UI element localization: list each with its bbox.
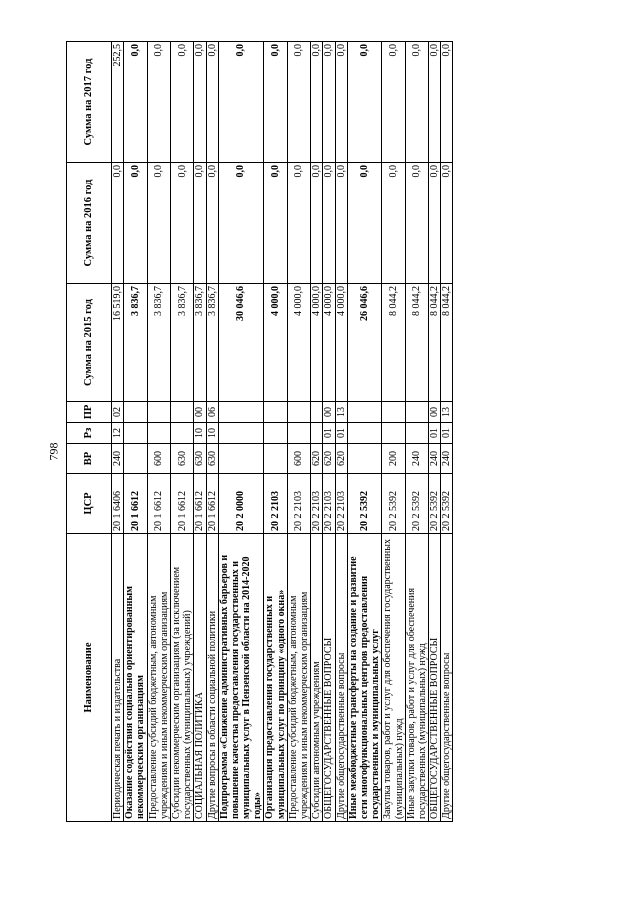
cell-y2015: 4 000,0 (287, 284, 310, 402)
cell-csr: 20 2 0000 (218, 474, 264, 534)
cell-name: Организация предоставления государственных и муниципальных услуг по принципу «одного окна» (264, 534, 287, 822)
cell-vr: 630 (170, 444, 193, 474)
cell-y2016: 0,0 (382, 163, 405, 284)
cell-y2017: 0,0 (218, 42, 264, 163)
cell-pr: 13 (441, 402, 453, 423)
cell-y2017: 252,5 (112, 42, 124, 163)
header-pr: ПР (67, 402, 112, 423)
cell-y2015: 3 836,7 (147, 284, 170, 402)
cell-y2016: 0,0 (311, 163, 323, 284)
cell-vr: 240 (405, 444, 428, 474)
table-row (347, 42, 382, 822)
cell-rz (218, 423, 264, 444)
cell-y2017: 0,0 (194, 42, 206, 163)
cell-y2015: 4 000,0 (311, 284, 323, 402)
cell-y2015: 3 836,7 (194, 284, 206, 402)
cell-csr: 20 1 6612 (194, 474, 206, 534)
cell-y2016: 0,0 (335, 163, 347, 284)
cell-y2015: 3 836,7 (170, 284, 193, 402)
cell-vr: 620 (323, 444, 335, 474)
cell-pr (347, 402, 382, 423)
rotated-table-container (66, 42, 594, 822)
cell-csr: 20 2 2103 (323, 474, 335, 534)
header-row (67, 42, 112, 822)
cell-y2016: 0,0 (405, 163, 428, 284)
cell-pr (382, 402, 405, 423)
cell-y2017: 0,0 (335, 42, 347, 163)
cell-rz (124, 423, 147, 444)
table-row (323, 42, 335, 822)
cell-y2016: 0,0 (264, 163, 287, 284)
cell-csr: 20 2 2103 (335, 474, 347, 534)
cell-pr: 00 (194, 402, 206, 423)
cell-y2015: 8 044,2 (429, 284, 441, 402)
cell-rz: 10 (194, 423, 206, 444)
cell-vr: 240 (112, 444, 124, 474)
cell-y2017: 0,0 (441, 42, 453, 163)
cell-pr: 13 (335, 402, 347, 423)
cell-pr (218, 402, 264, 423)
table-row (112, 42, 124, 822)
cell-csr: 20 1 6612 (147, 474, 170, 534)
cell-vr: 630 (206, 444, 218, 474)
cell-name: Другие общегосударственные вопросы (441, 534, 453, 822)
cell-vr (124, 444, 147, 474)
header-rz: Рз (67, 423, 112, 444)
cell-rz: 01 (323, 423, 335, 444)
cell-rz (287, 423, 310, 444)
cell-vr (264, 444, 287, 474)
header-name: Наименование (67, 534, 112, 822)
cell-vr: 200 (382, 444, 405, 474)
cell-vr: 620 (311, 444, 323, 474)
table-row (194, 42, 206, 822)
cell-pr: 00 (429, 402, 441, 423)
cell-name: Иные межбюджетные трансферты на создание и развитие сети многофункциональных центров предоставления государственных и муниципальных услуг (347, 534, 382, 822)
cell-vr: 240 (441, 444, 453, 474)
cell-rz: 12 (112, 423, 124, 444)
cell-y2017: 0,0 (405, 42, 428, 163)
cell-rz: 01 (429, 423, 441, 444)
cell-y2017: 0,0 (170, 42, 193, 163)
cell-name: Другие вопросы в области социальной политики (206, 534, 218, 822)
cell-pr (170, 402, 193, 423)
cell-pr (287, 402, 310, 423)
cell-y2017: 0,0 (124, 42, 147, 163)
table-row (147, 42, 170, 822)
header-2015: Сумма на 2015 год (67, 284, 112, 402)
cell-name: СОЦИАЛЬНАЯ ПОЛИТИКА (194, 534, 206, 822)
header-2017: Сумма на 2017 год (67, 42, 112, 163)
cell-y2017: 0,0 (287, 42, 310, 163)
cell-csr: 20 2 2103 (287, 474, 310, 534)
cell-name: Периодическая печать и издательства (112, 534, 124, 822)
cell-pr (124, 402, 147, 423)
table-row (124, 42, 147, 822)
cell-rz: 01 (335, 423, 347, 444)
cell-rz (405, 423, 428, 444)
cell-rz (347, 423, 382, 444)
cell-y2016: 0,0 (206, 163, 218, 284)
cell-y2016: 0,0 (147, 163, 170, 284)
cell-vr: 240 (429, 444, 441, 474)
budget-table (66, 41, 453, 822)
cell-y2015: 8 044,2 (382, 284, 405, 402)
cell-y2017: 0,0 (147, 42, 170, 163)
cell-pr (311, 402, 323, 423)
header-vr: ВР (67, 444, 112, 474)
cell-y2016: 0,0 (287, 163, 310, 284)
table-row (287, 42, 310, 822)
cell-vr (347, 444, 382, 474)
cell-vr: 600 (287, 444, 310, 474)
cell-y2016: 0,0 (347, 163, 382, 284)
cell-y2016: 0,0 (323, 163, 335, 284)
cell-name: Подпрограмма «Снижение административных барьеров и повышение качества предоставления государственных и муниципальных услуг в Пензенской области на 2014-2020 годы» (218, 534, 264, 822)
table-row (441, 42, 453, 822)
cell-name: Иные закупки товаров, работ и услуг для обеспечения государственных (муниципальных) нужд (405, 534, 428, 822)
cell-y2017: 0,0 (382, 42, 405, 163)
cell-rz (147, 423, 170, 444)
cell-csr: 20 2 2103 (311, 474, 323, 534)
cell-y2015: 4 000,0 (264, 284, 287, 402)
cell-y2015: 3 836,7 (206, 284, 218, 402)
cell-y2017: 0,0 (429, 42, 441, 163)
cell-csr: 20 1 6612 (124, 474, 147, 534)
cell-y2015: 30 046,6 (218, 284, 264, 402)
cell-rz (264, 423, 287, 444)
cell-y2017: 0,0 (311, 42, 323, 163)
cell-y2015: 8 044,2 (441, 284, 453, 402)
cell-vr: 630 (194, 444, 206, 474)
cell-y2016: 0,0 (124, 163, 147, 284)
cell-csr: 20 2 5392 (347, 474, 382, 534)
cell-csr: 20 2 5392 (382, 474, 405, 534)
cell-y2017: 0,0 (323, 42, 335, 163)
cell-y2016: 0,0 (441, 163, 453, 284)
cell-name: Субсидии некоммерческим организациям (за исключением государственных (муниципальных) учреждений) (170, 534, 193, 822)
cell-y2015: 4 000,0 (323, 284, 335, 402)
cell-csr: 20 2 5392 (405, 474, 428, 534)
table-row (405, 42, 428, 822)
cell-csr: 20 1 6612 (170, 474, 193, 534)
cell-y2015: 16 519,0 (112, 284, 124, 402)
cell-vr (218, 444, 264, 474)
cell-name: Оказание содействия социально ориентированным некоммерческим организациям (124, 534, 147, 822)
header-2016: Сумма на 2016 год (67, 163, 112, 284)
table-row (382, 42, 405, 822)
cell-rz: 01 (441, 423, 453, 444)
table-body (112, 42, 453, 822)
cell-vr: 600 (147, 444, 170, 474)
cell-csr: 20 1 6612 (206, 474, 218, 534)
cell-y2016: 0,0 (429, 163, 441, 284)
cell-csr: 20 2 5392 (429, 474, 441, 534)
cell-name: Другие общегосударственные вопросы (335, 534, 347, 822)
cell-pr (405, 402, 428, 423)
table-row (218, 42, 264, 822)
cell-rz (170, 423, 193, 444)
cell-y2015: 26 046,6 (347, 284, 382, 402)
cell-y2016: 0,0 (112, 163, 124, 284)
cell-y2016: 0,0 (194, 163, 206, 284)
cell-y2017: 0,0 (347, 42, 382, 163)
cell-rz (382, 423, 405, 444)
cell-csr: 20 1 6406 (112, 474, 124, 534)
cell-y2016: 0,0 (218, 163, 264, 284)
cell-rz (311, 423, 323, 444)
cell-pr: 06 (206, 402, 218, 423)
cell-pr: 02 (112, 402, 124, 423)
page-number: 798 (46, 442, 61, 461)
cell-name: Субсидии автономным учреждениям (311, 534, 323, 822)
cell-pr: 00 (323, 402, 335, 423)
cell-rz: 10 (206, 423, 218, 444)
cell-y2015: 8 044,2 (405, 284, 428, 402)
table-row (206, 42, 218, 822)
cell-y2016: 0,0 (170, 163, 193, 284)
table-row (335, 42, 347, 822)
header-csr: ЦСР (67, 474, 112, 534)
table-row (170, 42, 193, 822)
cell-name: Предоставление субсидий бюджетным, автономным учреждениям и иным некоммерческим организациям (147, 534, 170, 822)
table-row (311, 42, 323, 822)
cell-y2017: 0,0 (206, 42, 218, 163)
cell-pr (264, 402, 287, 423)
cell-y2017: 0,0 (264, 42, 287, 163)
cell-vr: 620 (335, 444, 347, 474)
table-row (429, 42, 441, 822)
table-row (264, 42, 287, 822)
cell-y2015: 4 000,0 (335, 284, 347, 402)
cell-csr: 20 2 2103 (264, 474, 287, 534)
cell-name: ОБЩЕГОСУДАРСТВЕННЫЕ ВОПРОСЫ (323, 534, 335, 822)
cell-pr (147, 402, 170, 423)
cell-name: Закупка товаров, работ и услуг для обеспечения государственных (муниципальных) нужд (382, 534, 405, 822)
cell-name: Предоставление субсидий бюджетным, автономным учреждениям и иным некоммерческим организациям (287, 534, 310, 822)
cell-name: ОБЩЕГОСУДАРСТВЕННЫЕ ВОПРОСЫ (429, 534, 441, 822)
cell-csr: 20 2 5392 (441, 474, 453, 534)
cell-y2015: 3 836,7 (124, 284, 147, 402)
